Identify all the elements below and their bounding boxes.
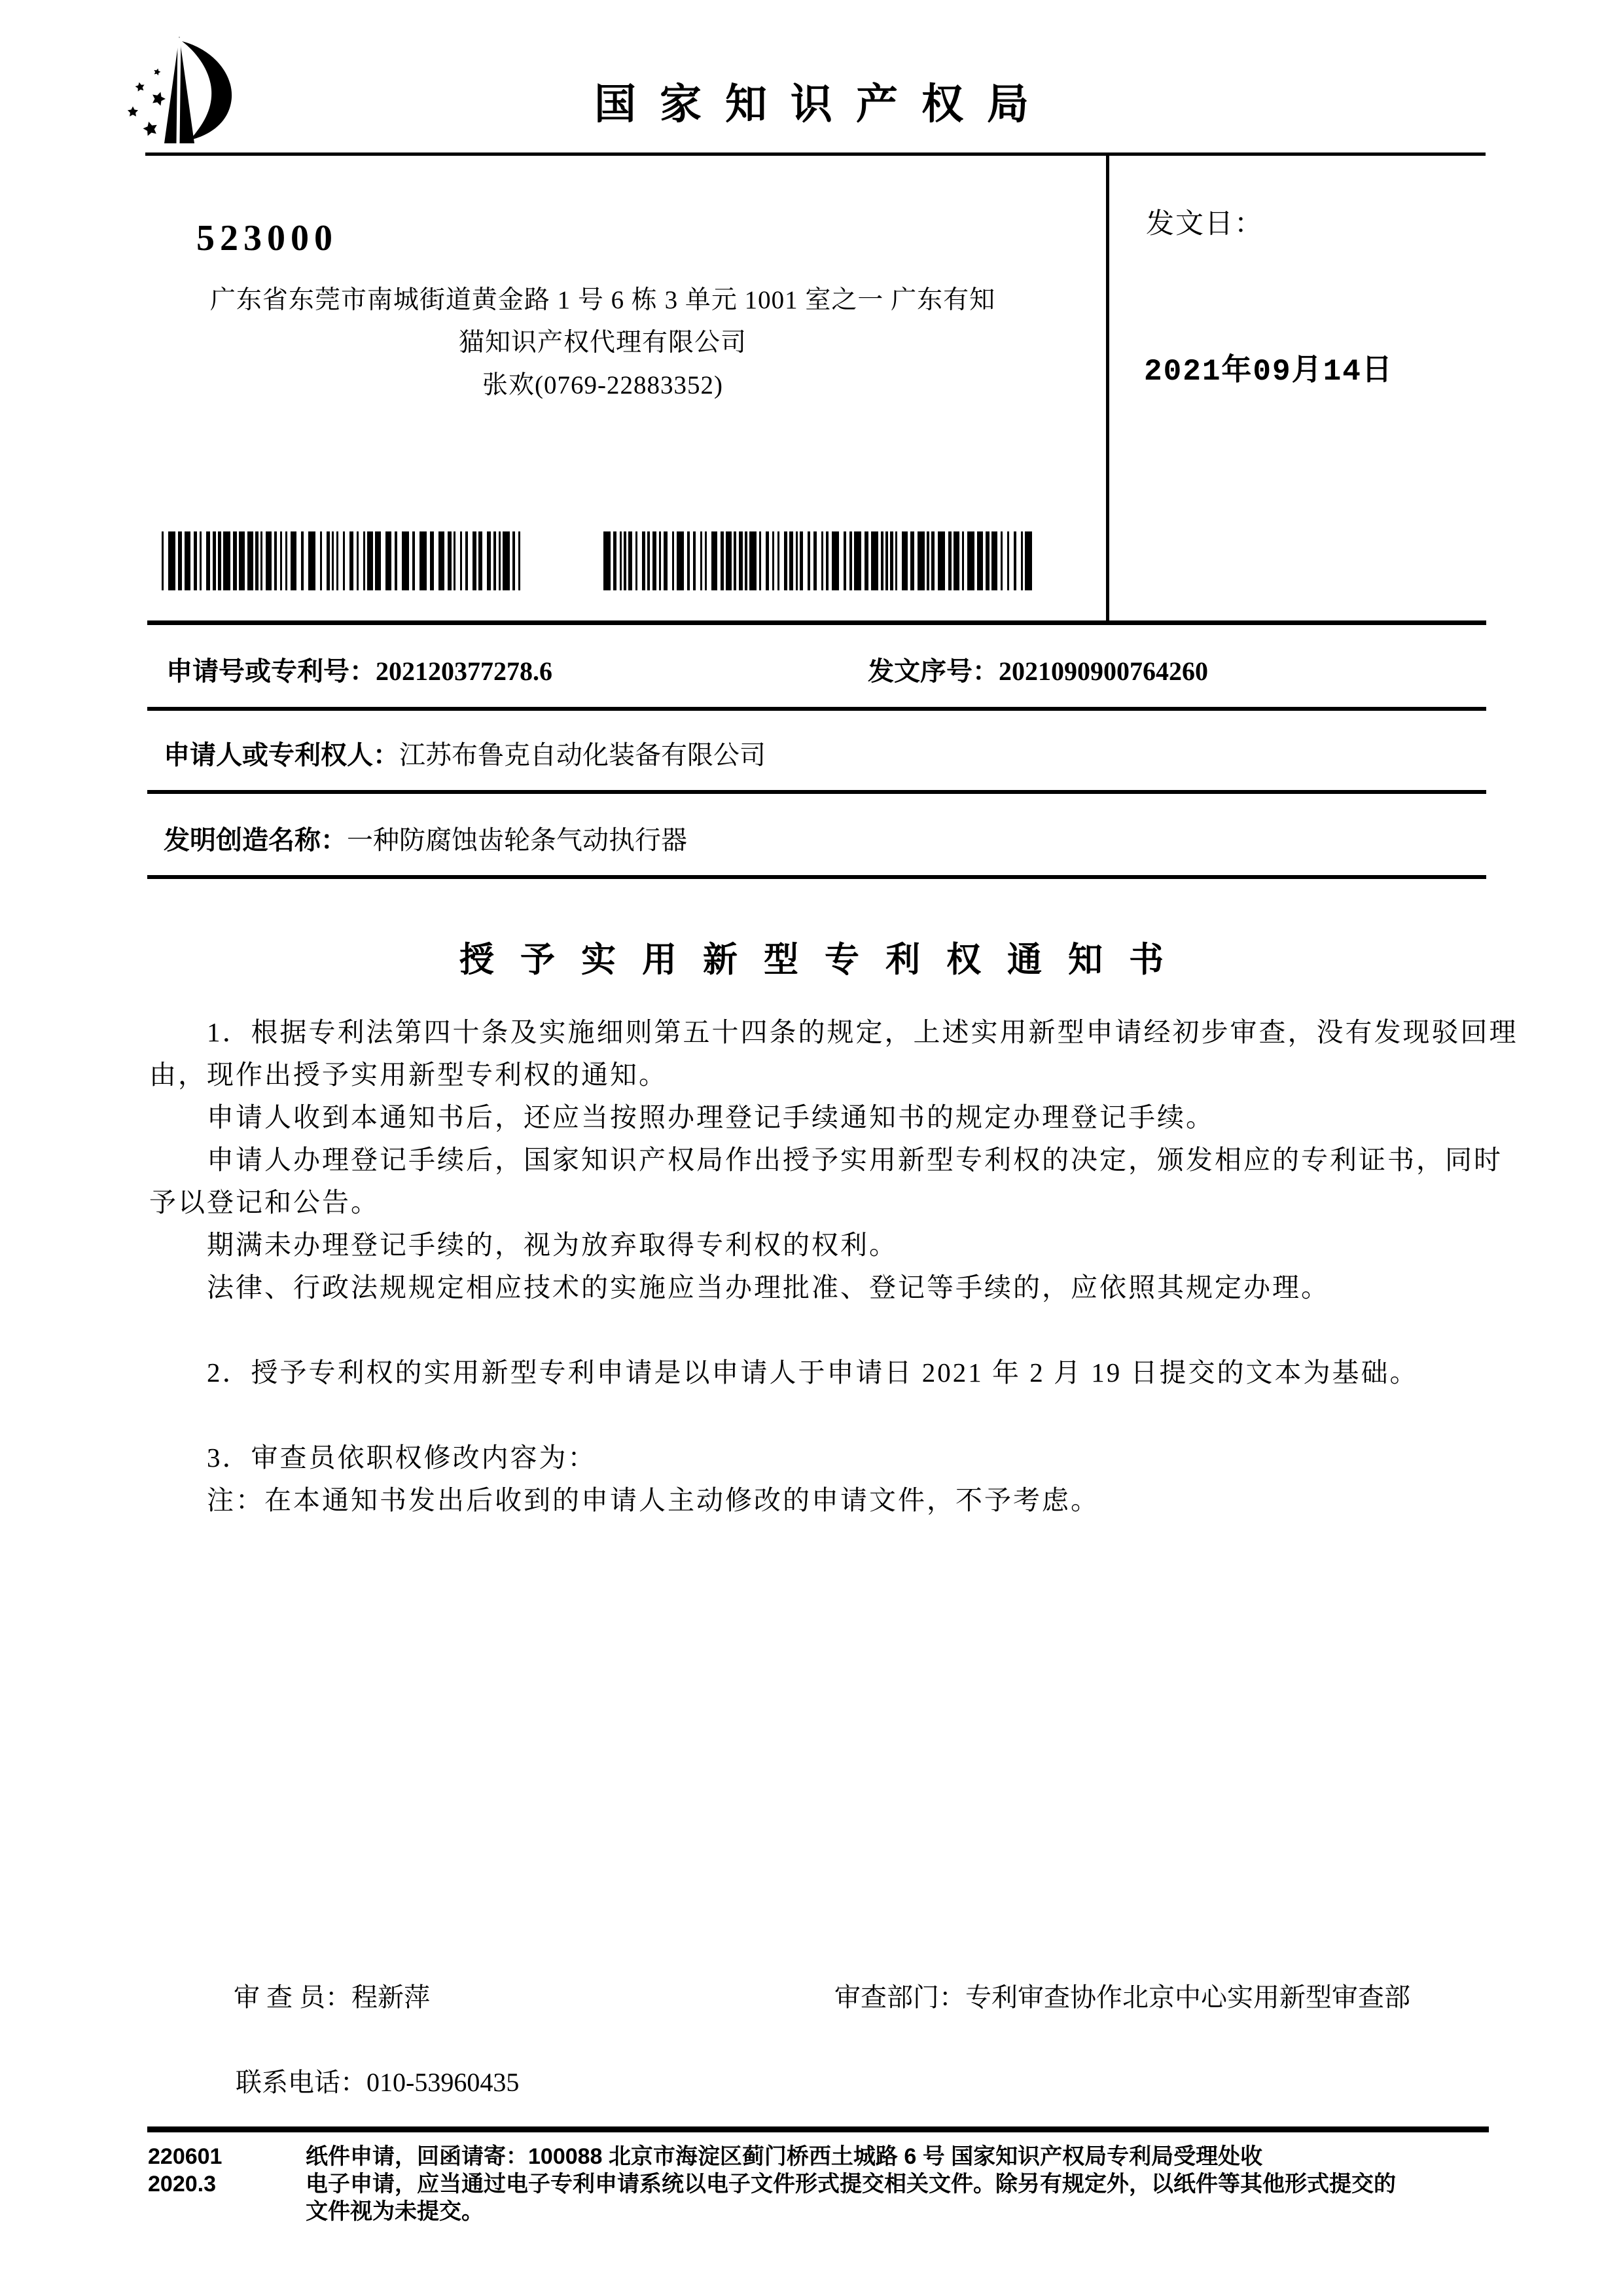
recipient-address-line1: 广东省东莞市南城街道黄金路 1 号 6 栋 3 单元 1001 室之一 广东有知 <box>209 286 996 314</box>
dispatch-no-label: 发文序号： <box>868 656 999 686</box>
footer-note-line: 电子申请，应当通过电子专利申请系统以电子文件形式提交相关文件。除另有规定外，以纸件等其他形式提交的 <box>306 2172 1396 2197</box>
paragraph-spacer <box>149 1309 1478 1352</box>
footer-form-code: 220601 <box>148 2144 223 2169</box>
agency-title: 国家知识产权局 <box>594 81 1052 128</box>
notice-line: 3．审查员依职权修改内容为： <box>207 1443 597 1473</box>
notice-title: 授予实用新型专利权通知书 <box>459 941 1190 979</box>
footer-form-id <box>148 2143 222 2198</box>
notice-line: 申请人收到本通知书后，还应当按照办理登记手续通知书的规定办理登记手续。 <box>207 1102 1215 1132</box>
applicant-value: 江苏布鲁克自动化装备有限公司 <box>399 740 766 770</box>
notice-line: 由，现作出授予实用新型专利权的通知。 <box>149 1060 668 1090</box>
notice-line: 1．根据专利法第四十条及实施细则第五十四条的规定，上述实用新型申请经初步审查，没有发现驳回理 <box>207 1017 1518 1047</box>
invention-value: 一种防腐蚀齿轮条气动执行器 <box>347 825 687 855</box>
barcode-left <box>162 531 527 590</box>
dispatch-date-label: 发文日： <box>1146 209 1264 240</box>
recipient-address-block <box>177 279 1029 406</box>
phone-line: 联系电话：010-53960435 <box>236 2068 520 2097</box>
application-no-label: 申请号或专利号： <box>166 656 376 686</box>
application-no-row <box>166 651 552 688</box>
recipient-contact: 张欢(0769-22883352) <box>482 371 723 399</box>
applicant-label: 申请人或专利权人： <box>164 740 399 770</box>
notice-line: 法律、行政法规规定相应技术的实施应当办理批准、登记等手续的，应依照其规定办理。 <box>207 1272 1330 1302</box>
recipient-postcode: 523000 <box>196 218 338 259</box>
section-rule <box>147 875 1486 879</box>
recipient-address-line2: 猫知识产权代理有限公司 <box>458 329 747 357</box>
application-no-value: 202120377278.6 <box>376 656 552 686</box>
notice-line: 注：在本通知书发出后收到的申请人主动修改的申请文件，不予考虑。 <box>207 1485 1099 1515</box>
paragraph-spacer <box>149 1394 1478 1437</box>
examiner-line: 审 查 员：程新萍 <box>234 1982 430 2012</box>
notice-line: 2．授予专利权的实用新型专利申请是以申请人于申请日 2021 年 2 月 19 日提交的文本为基础。 <box>207 1357 1419 1388</box>
department-line: 审查部门：专利审查协作北京中心实用新型审查部 <box>834 1982 1410 2012</box>
applicant-row <box>164 734 766 772</box>
footer-note-line: 纸件申请，回函请寄：100088 北京市海淀区蓟门桥西土城路 6 号 国家知识产权局专利局受理处收 <box>306 2144 1263 2169</box>
section-rule <box>147 707 1486 711</box>
header-rule <box>145 152 1486 156</box>
notice-line: 予以登记和公告。 <box>149 1187 380 1217</box>
dispatch-no-row <box>868 651 1208 688</box>
footer-note <box>306 2143 1396 2225</box>
section-rule <box>147 620 1486 625</box>
footer-note-line: 文件视为未提交。 <box>306 2199 484 2224</box>
notice-line: 申请人办理登记手续后，国家知识产权局作出授予实用新型专利权的决定，颁发相应的专利证书，同时 <box>207 1145 1503 1175</box>
notice-line: 期满未办理登记手续的，视为放弃取得专利权的权利。 <box>207 1230 898 1260</box>
section-rule <box>147 790 1486 794</box>
dispatch-no-value: 2021090900764260 <box>999 656 1208 686</box>
notice-body <box>149 1011 1518 1522</box>
footer-form-version: 2020.3 <box>148 2172 216 2197</box>
barcode-right <box>603 531 1035 590</box>
invention-row <box>164 819 687 857</box>
dispatch-box-divider <box>1106 154 1109 622</box>
dispatch-date-value: 2021年09月14日 <box>1144 355 1393 389</box>
footer-rule <box>147 2126 1489 2132</box>
invention-label: 发明创造名称： <box>164 825 347 855</box>
